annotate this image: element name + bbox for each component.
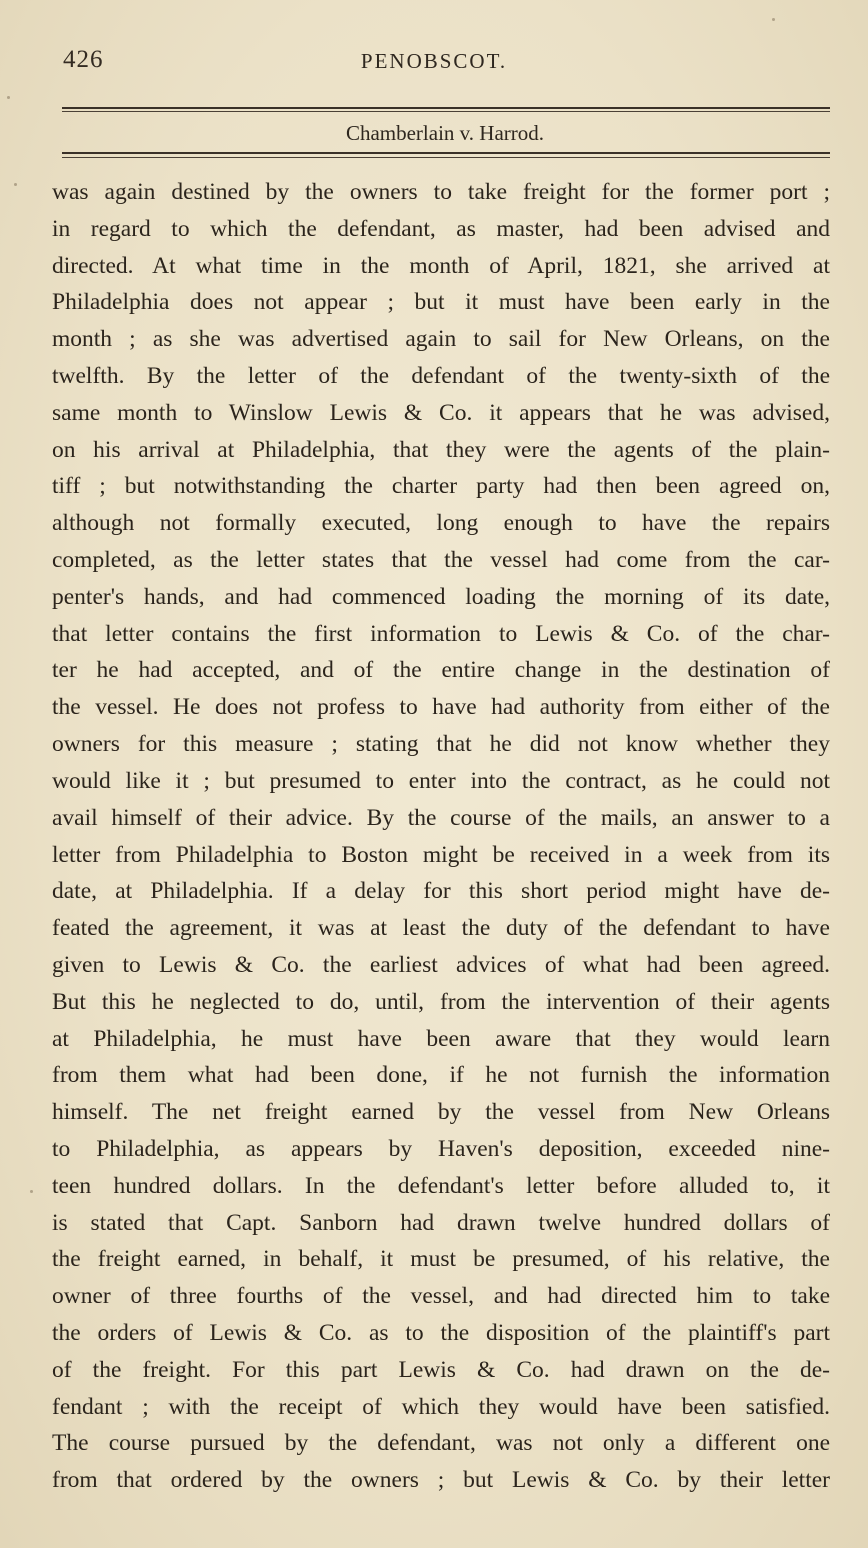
- body-line: on his arrival at Philadelphia, that they were the agents of the plain-: [52, 437, 830, 463]
- body-line: same month to Winslow Lewis & Co. it appears that he was advised,: [52, 400, 830, 426]
- paper-speck: [14, 183, 17, 186]
- paper-speck: [772, 18, 775, 21]
- body-line: penter's hands, and had commenced loading the morning of its date,: [52, 584, 830, 610]
- header-rule-top: [62, 107, 830, 109]
- body-line: letter from Philadelphia to Boston might be received in a week from its: [52, 842, 830, 868]
- body-line: the vessel. He does not profess to have had authority from either of the: [52, 694, 830, 720]
- body-line: completed, as the letter states that the vessel had come from the car-: [52, 547, 830, 573]
- body-line: that letter contains the first information to Lewis & Co. of the char-: [52, 621, 830, 647]
- body-line: feated the agreement, it was at least the duty of the defendant to have: [52, 915, 830, 941]
- body-line: the freight earned, in behalf, it must be presumed, of his relative, the: [52, 1246, 830, 1272]
- body-line: the orders of Lewis & Co. as to the disposition of the plaintiff's part: [52, 1320, 830, 1346]
- paper-speck: [30, 1190, 33, 1193]
- body-line: was again destined by the owners to take freight for the former port ;: [52, 179, 830, 205]
- body-line: ter he had accepted, and of the entire change in the destination of: [52, 657, 830, 683]
- body-line: month ; as she was advertised again to sail for New Orleans, on the: [52, 326, 830, 352]
- body-line: owners for this measure ; stating that he did not know whether they: [52, 731, 830, 757]
- body-line: Philadelphia does not appear ; but it must have been early in the: [52, 289, 830, 315]
- body-line: But this he neglected to do, until, from the intervention of their agents: [52, 989, 830, 1015]
- body-line: The course pursued by the defendant, was not only a different one: [52, 1430, 830, 1456]
- header-rule-top-thin: [62, 111, 830, 112]
- body-line: given to Lewis & Co. the earliest advices of what had been agreed.: [52, 952, 830, 978]
- body-line: from them what had been done, if he not furnish the information: [52, 1062, 830, 1088]
- paper-speck: [7, 96, 10, 99]
- case-title: Chamberlain v. Harrod.: [345, 121, 545, 145]
- body-line: at Philadelphia, he must have been aware that they would learn: [52, 1026, 830, 1052]
- body-line: teen hundred dollars. In the defendant's letter before alluded to, it: [52, 1173, 830, 1199]
- body-line: himself. The net freight earned by the vessel from New Orleans: [52, 1099, 830, 1125]
- body-line: date, at Philadelphia. If a delay for this short period might have de-: [52, 878, 830, 904]
- body-line: is stated that Capt. Sanborn had drawn twelve hundred dollars of: [52, 1210, 830, 1236]
- body-line: directed. At what time in the month of April, 1821, she arrived at: [52, 253, 830, 279]
- body-line: fendant ; with the receipt of which they would have been satisfied.: [52, 1394, 830, 1420]
- body-line: tiff ; but notwithstanding the charter party had then been agreed on,: [52, 473, 830, 499]
- body-line: twelfth. By the letter of the defendant of the twenty-sixth of the: [52, 363, 830, 389]
- running-head: PENOBSCOT.: [360, 49, 508, 73]
- body-line: avail himself of their advice. By the course of the mails, an answer to a: [52, 805, 830, 831]
- body-line: owner of three fourths of the vessel, and had directed him to take: [52, 1283, 830, 1309]
- body-line: although not formally executed, long enough to have the repairs: [52, 510, 830, 536]
- body-line: from that ordered by the owners ; but Lewis & Co. by their letter: [52, 1467, 830, 1493]
- body-line: to Philadelphia, as appears by Haven's deposition, exceeded nine-: [52, 1136, 830, 1162]
- page-number: 426: [63, 46, 104, 73]
- header-rule-bottom-thin: [62, 157, 830, 158]
- body-line: would like it ; but presumed to enter into the contract, as he could not: [52, 768, 830, 794]
- body-line: of the freight. For this part Lewis & Co. had drawn on the de-: [52, 1357, 830, 1383]
- body-line: in regard to which the defendant, as master, had been advised and: [52, 216, 830, 242]
- header-rule-bottom: [62, 152, 830, 154]
